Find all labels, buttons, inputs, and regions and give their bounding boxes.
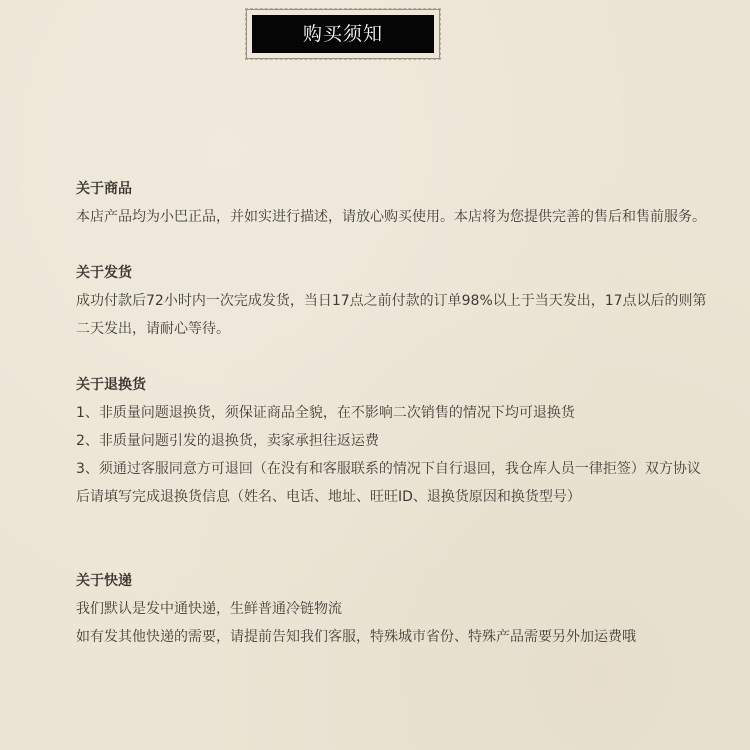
title-frame [246,9,440,59]
section-returns-line: 1、非质量问题退换货，须保证商品全貌，在不影响二次销售的情况下均可退换货 [76,405,575,421]
section-title-express: 关于快递 [76,573,132,589]
section-express [76,569,744,651]
section-express-line: 我们默认是发中通快递，生鲜普通冷链物流 [76,601,342,617]
section-returns [76,373,744,511]
section-product-line: 本店产品均为小巴正品，并如实进行描述，请放心购买使用。本店将为您提供完善的售后和售前服务。 [76,209,706,225]
section-returns-line: 2、非质量问题引发的退换货，卖家承担往返运费 [76,433,379,449]
section-returns-line: 后请填写完成退换货信息（姓名、电话、地址、旺旺ID、退换货原因和换货型号） [76,489,581,505]
section-shipping-line: 二天发出，请耐心等待。 [76,321,230,337]
section-returns-line: 3、须通过客服同意方可退回（在没有和客服联系的情况下自行退回，我仓库人员一律拒签）双方协议 [76,461,701,477]
section-express-line: 如有发其他快递的需要，请提前告知我们客服，特殊城市省份、特殊产品需要另外加运费哦 [76,629,636,645]
section-title-shipping: 关于发货 [76,265,132,281]
section-shipping [76,261,744,343]
page-title: 购买须知 [252,15,434,53]
section-shipping-line: 成功付款后72小时内一次完成发货，当日17点之前付款的订单98%以上于当天发出，17点以后的则第 [76,293,707,309]
section-title-product: 关于商品 [76,181,132,197]
section-product [76,177,744,231]
section-title-returns: 关于退换货 [76,377,146,393]
